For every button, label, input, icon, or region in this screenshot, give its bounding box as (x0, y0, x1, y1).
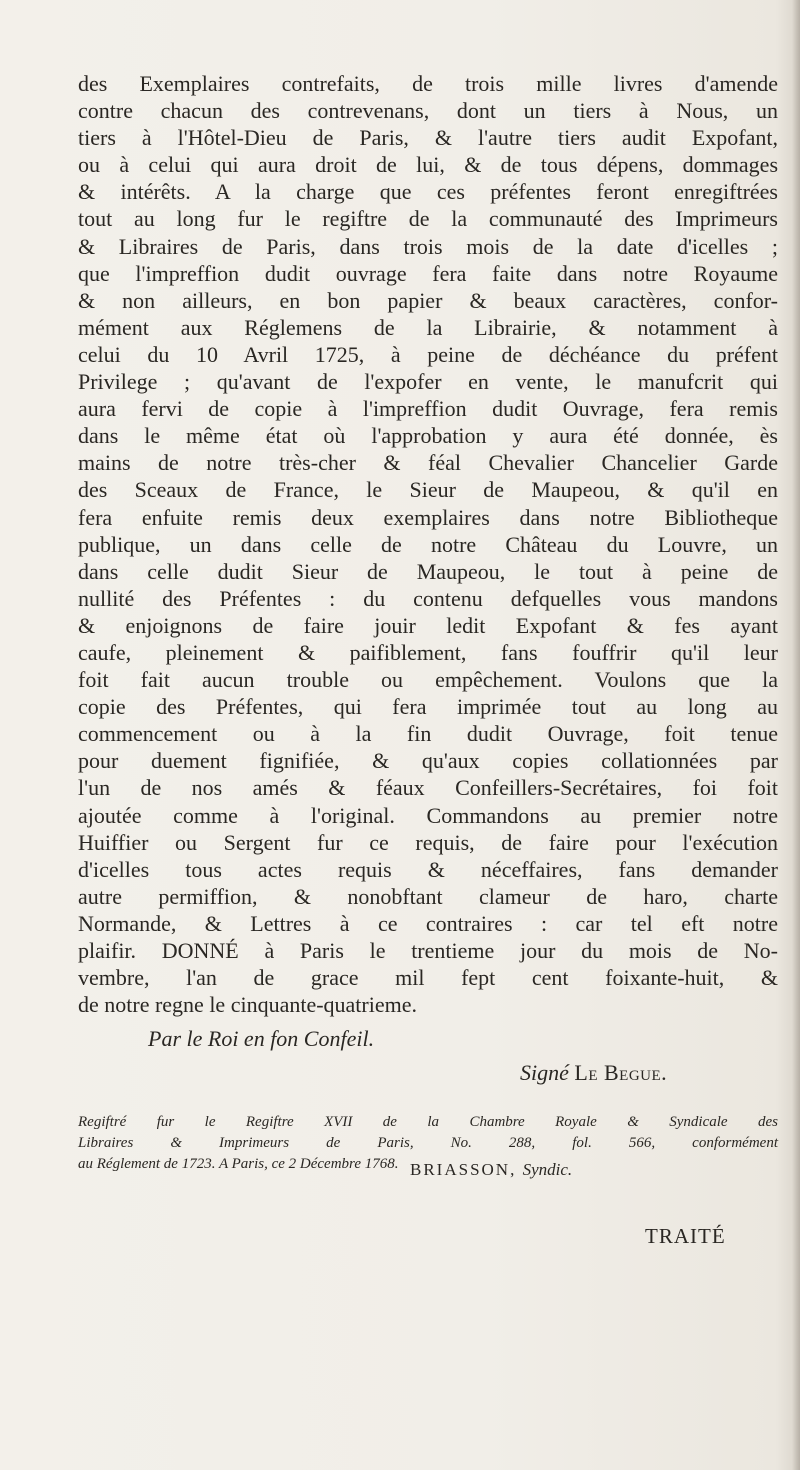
text-line: ajoutée comme à l'original. Commandons au premier notre (78, 802, 778, 828)
text-line: vembre, l'an de grace mil fept cent foixante-huit, & (78, 965, 778, 991)
catchword: TRAITÉ (645, 1224, 726, 1248)
text-line: copie des Préfentes, qui fera imprimée tout au long au (78, 694, 778, 720)
text-line: publique, un dans celle de notre Château du Louvre, un (78, 531, 778, 557)
text-line: d'icelles tous actes requis & néceffaires, fans demander (78, 856, 778, 882)
text-line: dans le même état où l'approbation y aura été donnée, ès (78, 423, 778, 449)
text-line: des Exemplaires contrefaits, de trois mille livres d'amende (78, 71, 778, 96)
text-line: de notre regne le cinquante-quatrieme. (78, 992, 418, 1018)
text-line: Normande, & Lettres à ce contraires : car tel eft notre (78, 910, 778, 936)
text-line: Huiffier ou Sergent fur ce requis, de faire pour l'exécution (78, 829, 778, 855)
text-line: nullité des Préfentes : du contenu defquelles vous mandons (78, 585, 778, 611)
text-line: commencement ou à la fin dudit Ouvrage, foit tenue (78, 721, 778, 747)
text-line: mément aux Réglemens de la Librairie, & notamment à (78, 314, 778, 340)
text-line: autre permiffion, & nonobftant clameur de haro, charte (78, 883, 778, 909)
text-line: tiers à l'Hôtel-Dieu de Paris, & l'autre tiers audit Expofant, (78, 125, 778, 151)
registration-line: Libraires & Imprimeurs de Paris, No. 288, fol. 566, conformément (78, 1135, 778, 1151)
par-le-roi: Par le Roi en fon Confeil. (148, 1026, 375, 1051)
page-edge-shadow (792, 0, 800, 1470)
text-line: & Libraires de Paris, dans trois mois de la date d'icelles ; (78, 233, 778, 259)
privilege-text (78, 70, 778, 1018)
text-line: tout au long fur le regiftre de la communauté des Imprimeurs (78, 206, 778, 232)
text-line: fera enfuite remis deux exemplaires dans notre Bibliotheque (78, 504, 778, 530)
syndic-role: Syndic. (522, 1160, 573, 1179)
syndic-signature (410, 1160, 572, 1180)
text-line: l'un de nos amés & féaux Confeillers-Secrétaires, foi foit (78, 775, 778, 801)
text-line: pour duement fignifiée, & qu'aux copies collationnées par (78, 748, 778, 774)
text-line: & enjoignons de faire jouir ledit Expofant & fes ayant (78, 612, 778, 638)
text-line: caufe, pleinement & paifiblement, fans fouffrir qu'il leur (78, 639, 778, 665)
text-line: & intérêts. A la charge que ces préfentes feront enregiftrées (78, 179, 778, 205)
text-line: des Sceaux de France, le Sieur de Maupeou, & qu'il en (78, 477, 778, 503)
text-line: que l'impreffion dudit ouvrage fera faite dans notre Royaume (78, 260, 778, 286)
text-line: foit fait aucun trouble ou empêchement. Voulons que la (78, 667, 778, 693)
text-line: plaifir. DONNÉ à Paris le trentieme jour du mois de No- (78, 938, 778, 963)
text-line: contre chacun des contrevenans, dont un tiers à Nous, un (78, 98, 778, 124)
registration-line: au Réglement de 1723. A Paris, ce 2 Décembre 1768. (78, 1156, 399, 1172)
text-line: & non ailleurs, en bon papier & beaux caractères, confor- (78, 287, 778, 313)
text-line: aura fervi de copie à l'impreffion dudit Ouvrage, fera remis (78, 396, 778, 422)
text-line: mains de notre très-cher & féal Chevalier Chancelier Garde (78, 450, 778, 476)
text-line: ou à celui qui aura droit de lui, & de tous dépens, dommages (78, 152, 778, 178)
registration-line: Regiftré fur le Regiftre XVII de la Chambre Royale & Syndicale des (78, 1114, 778, 1130)
text-line: celui du 10 Avril 1725, à peine de déchéance du préfent (78, 341, 778, 367)
text-line: Privilege ; qu'avant de l'expofer en vente, le manufcrit qui (78, 369, 778, 395)
signature-block (520, 1060, 667, 1086)
signed-name: Le Begue. (574, 1060, 668, 1085)
syndic-name: BRIASSON, (410, 1160, 517, 1179)
signed-label: Signé (520, 1060, 569, 1085)
text-line: dans celle dudit Sieur de Maupeou, le tout à peine de (78, 558, 778, 584)
